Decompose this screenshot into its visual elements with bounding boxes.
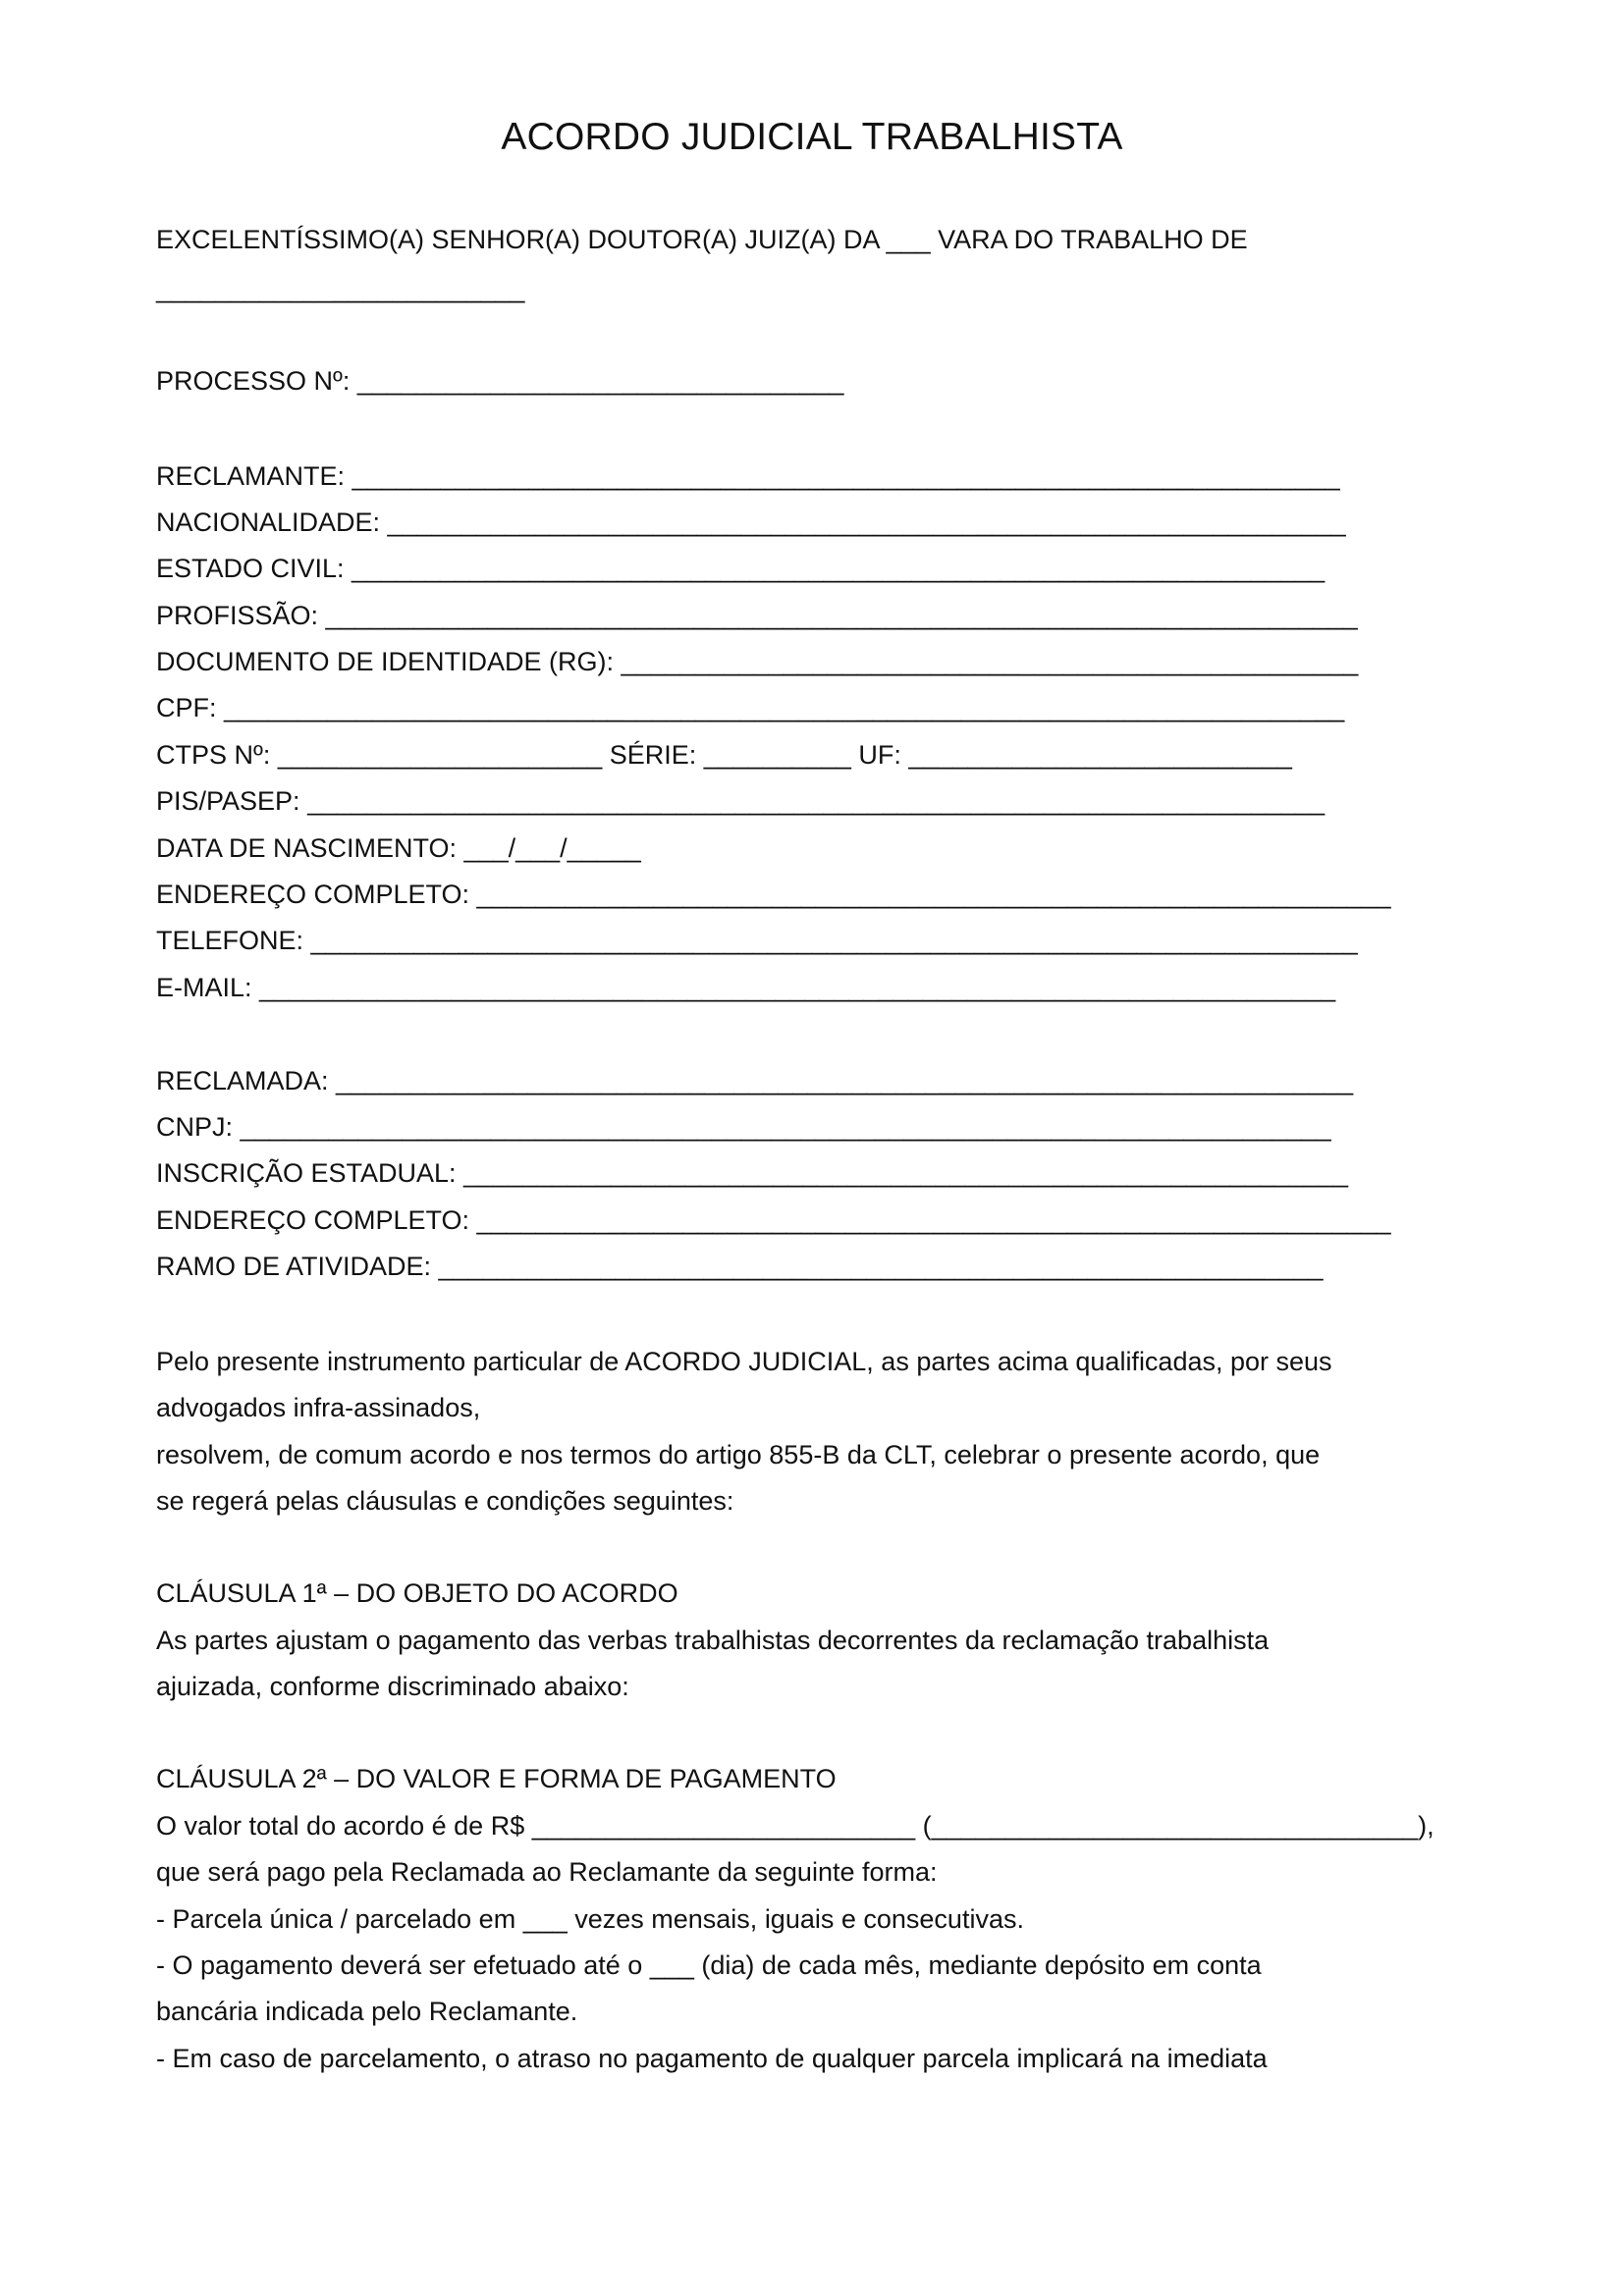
clausula2-line: que será pago pela Reclamada ao Reclamante da seguinte forma: <box>156 1857 938 1887</box>
preamble-line: se regerá pelas cláusulas e condições seguintes: <box>156 1486 734 1516</box>
processo-field: PROCESSO Nº: _________________________________ <box>156 366 844 396</box>
inscricao-field: INSCRIÇÃO ESTADUAL: ____________________________________________________________ <box>156 1158 1349 1188</box>
email-field: E-MAIL: _________________________________________________________________________ <box>156 973 1336 1002</box>
clausula2-line: O valor total do acordo é de R$ __________________________ (_________________________________), <box>156 1811 1435 1841</box>
profissao-field: PROFISSÃO: ______________________________________________________________________ <box>156 601 1358 630</box>
clausula1-line: As partes ajustam o pagamento das verbas trabalhistas decorrentes da reclamação trabalhista <box>156 1626 1270 1655</box>
reclamada-field: RECLAMADA: _____________________________________________________________________ <box>156 1066 1354 1095</box>
document-title: ACORDO JUDICIAL TRABALHISTA <box>501 116 1123 158</box>
address-line: EXCELENTÍSSIMO(A) SENHOR(A) DOUTOR(A) JUIZ(A) DA ___ VARA DO TRABALHO DE <box>156 225 1248 254</box>
telefone-field: TELEFONE: _______________________________________________________________________ <box>156 926 1358 955</box>
clausula1-line: ajuizada, conforme discriminado abaixo: <box>156 1672 629 1701</box>
clausula2-heading: CLÁUSULA 2ª – DO VALOR E FORMA DE PAGAMENTO <box>156 1764 837 1793</box>
cpf-field: CPF: ____________________________________________________________________________ <box>156 693 1345 722</box>
ctps-field: CTPS Nº: ______________________ SÉRIE: __________ UF: __________________________ <box>156 740 1292 770</box>
rg-field: DOCUMENTO DE IDENTIDADE (RG): __________________________________________________ <box>156 647 1359 676</box>
cnpj-field: CNPJ: __________________________________________________________________________ <box>156 1112 1331 1142</box>
preamble-line: resolvem, de comum acordo e nos termos do artigo 855-B da CLT, celebrar o presente acordo, que <box>156 1440 1321 1469</box>
clausula1-heading: CLÁUSULA 1ª – DO OBJETO DO ACORDO <box>156 1578 678 1608</box>
estado-civil-field: ESTADO CIVIL: __________________________________________________________________ <box>156 554 1326 583</box>
clausula2-line: bancária indicada pelo Reclamante. <box>156 1997 578 2026</box>
preamble-line: advogados infra-assinados, <box>156 1393 481 1422</box>
clausula2-line: - Parcela única / parcelado em ___ vezes mensais, iguais e consecutivas. <box>156 1904 1024 1934</box>
ramo-field: RAMO DE ATIVIDADE: ____________________________________________________________ <box>156 1252 1324 1281</box>
address-blank: _________________________ <box>156 274 525 303</box>
nascimento-field: DATA DE NASCIMENTO: ___/___/_____ <box>156 833 641 863</box>
reclamante-field: RECLAMANTE: ___________________________________________________________________ <box>156 461 1340 491</box>
pis-field: PIS/PASEP: _____________________________________________________________________ <box>156 786 1326 816</box>
clausula2-line: - Em caso de parcelamento, o atraso no pagamento de qualquer parcela implicará na imediata <box>156 2044 1268 2073</box>
preamble-line: Pelo presente instrumento particular de ACORDO JUDICIAL, as partes acima qualificadas, por seus <box>156 1347 1332 1376</box>
endereco-reclamante-field: ENDEREÇO COMPLETO: ______________________________________________________________ <box>156 880 1391 909</box>
clausula2-line: - O pagamento deverá ser efetuado até o ___ (dia) de cada mês, mediante depósito em conta <box>156 1950 1262 1980</box>
nacionalidade-field: NACIONALIDADE: _________________________________________________________________ <box>156 507 1346 537</box>
endereco-reclamada-field: ENDEREÇO COMPLETO: ______________________________________________________________ <box>156 1205 1391 1235</box>
